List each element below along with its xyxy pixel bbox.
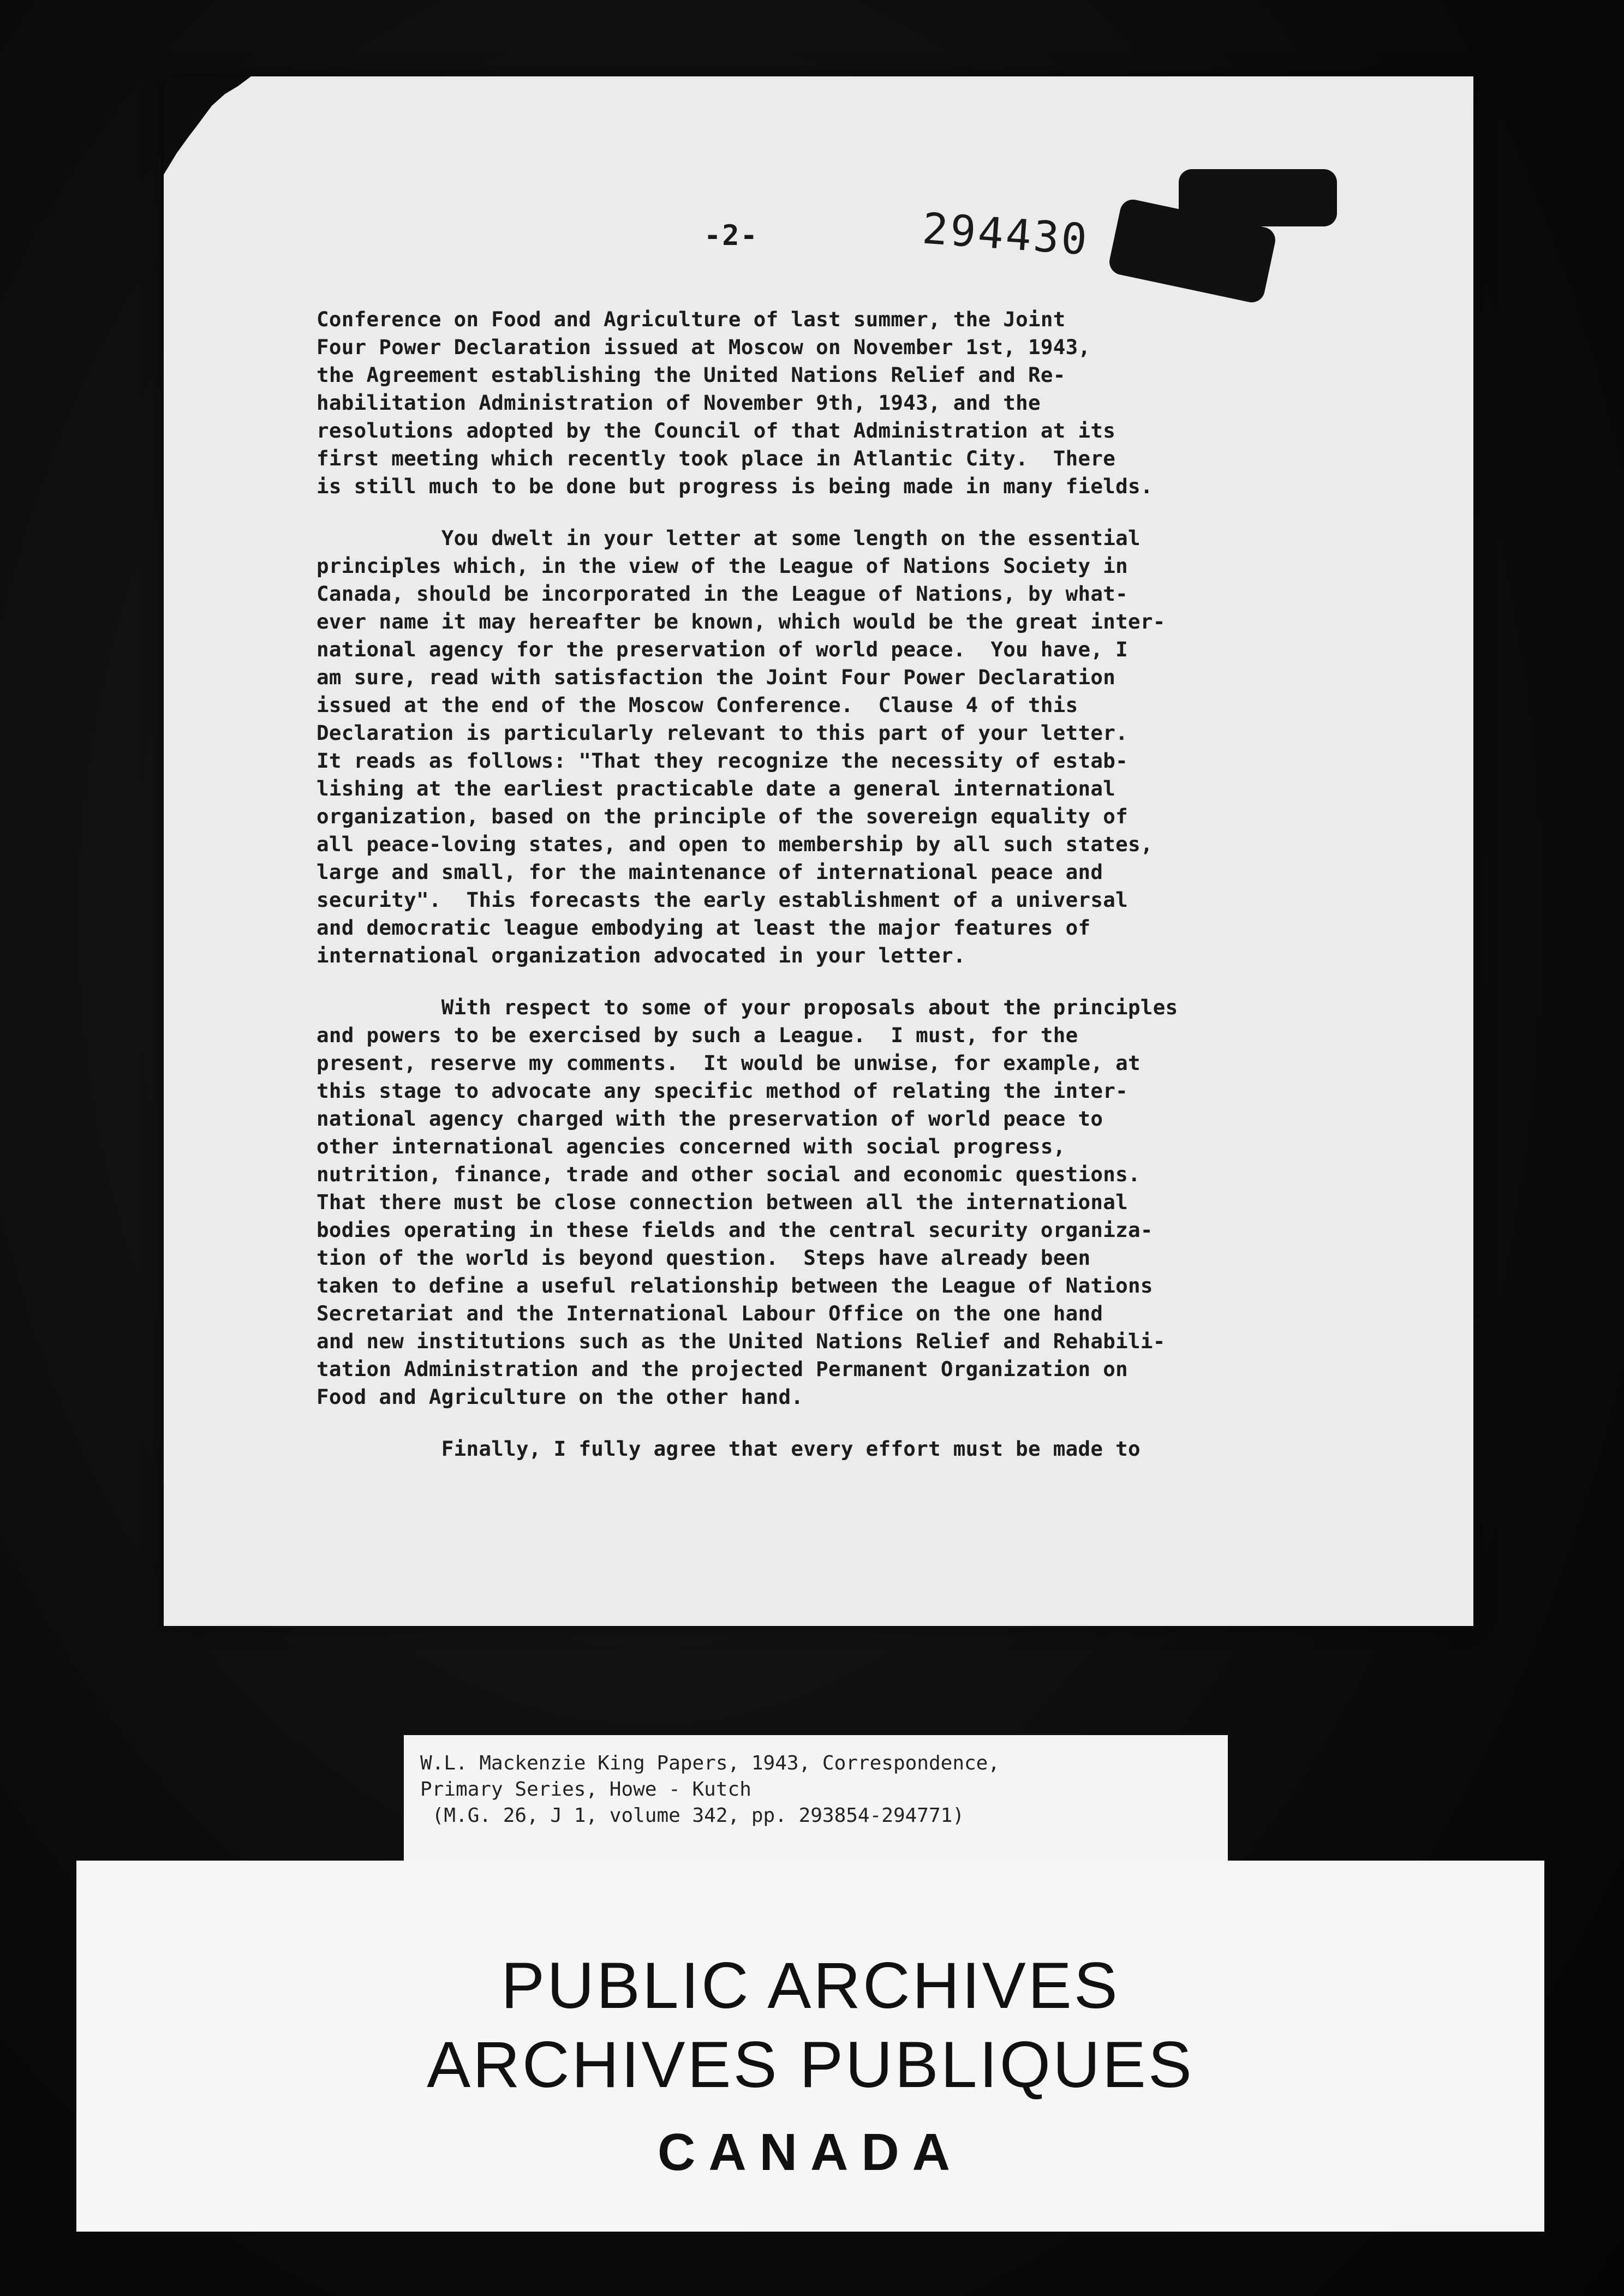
collection-citation-card: W.L. Mackenzie King Papers, 1943, Correspondence, Primary Series, Howe - Kutch (M.G. 26, J 1, volume 342, pp. 293854-294771) bbox=[404, 1735, 1228, 1861]
torn-corner bbox=[164, 76, 251, 175]
paragraph: You dwelt in your letter at some length on the essential principles which, in the view of the League of Nations Society in Canada, should be incorporated in the League of Nations, by what- ever name it may hereafter be known, which would be the great inter- national agency for the preservation of world peace. You have, I am sure, read with satisfaction the Joint Four Power Declaration issued at the end of the Moscow Conference. Clause 4 of this Declaration is particularly relevant to this part of your letter. It reads as follows: "That they recognize the necessity of estab- lishing at the earliest practicable date a general international organization, based on the principle of the sovereign equality of all peace-loving states, and open to membership by all such states, large and small, for the maintenance of international peace and security". This forecasts the early establishment of a universal and democratic league embodying at least the major features of international organization advocated in your letter. bbox=[317, 526, 1166, 967]
paragraph: Conference on Food and Agriculture of last summer, the Joint Four Power Declaration issued at Moscow on November 1st, 1943, the Agreement establishing the United Nations Relief and Re- habilitation Administration of November 9th, 1943, and the resolutions adopted by the Council of that Administration at its first meeting which recently took place in Atlantic City. There is still much to be done but progress is being made in many fields. bbox=[317, 307, 1153, 498]
public-archives-card bbox=[76, 1861, 1544, 2232]
letter-body bbox=[317, 306, 1430, 1463]
page-number: -2- bbox=[704, 219, 759, 252]
archive-country: CANADA bbox=[658, 2123, 963, 2181]
archive-title-english: PUBLIC ARCHIVES bbox=[501, 1949, 1120, 2022]
archive-title-french: ARCHIVES PUBLIQUES bbox=[427, 2028, 1194, 2101]
paragraph: With respect to some of your proposals about the principles and powers to be exercised by such a League. I must, for the present, reserve my comments. It would be unwise, for example, at this stage to advocate any specific method of relating the inter- national agency charged with the preservation of world peace to other international agencies concerned with social progress, nutrition, finance, trade and other social and economic questions. That there must be close connection between all the international bodies operating in these fields and the central security organiza- tion of the world is beyond question. Steps have already been taken to define a useful relationship between the League of Nations Secretariat and the International Labour Office on the one hand and new institutions such as the United Nations Relief and Rehabili- tation Administration and the projected Permanent Organization on Food and Agriculture on the other hand. bbox=[317, 995, 1178, 1409]
letter-page bbox=[164, 76, 1473, 1626]
paragraph: Finally, I fully agree that every effort must be made to bbox=[317, 1437, 1141, 1461]
archive-stamp-number: 294430 bbox=[921, 204, 1091, 265]
